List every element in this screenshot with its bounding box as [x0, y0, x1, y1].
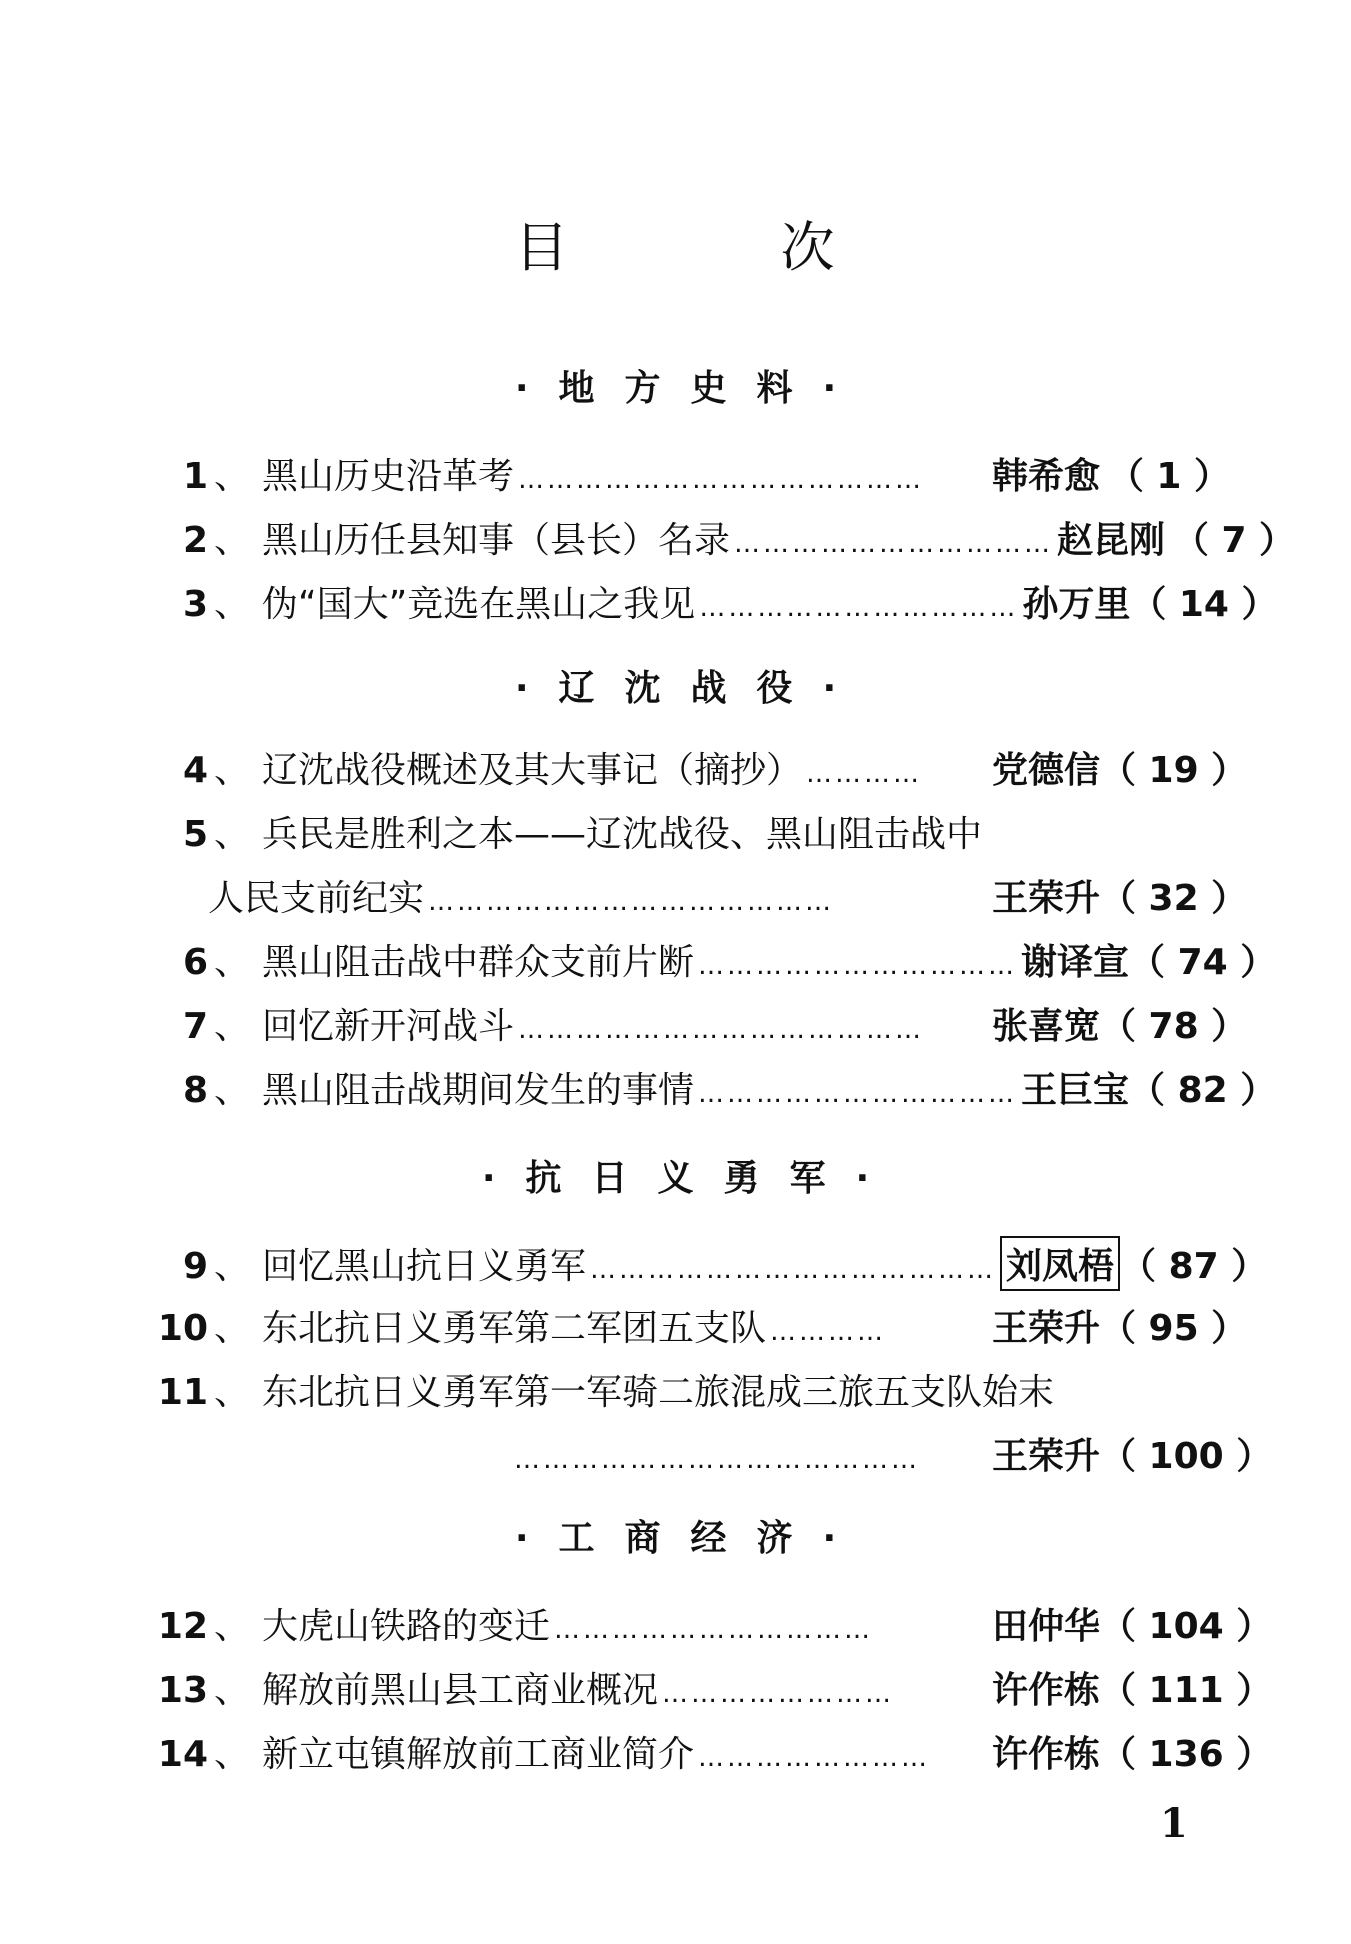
- entry-page: （ 111 ）: [1100, 1670, 1273, 1711]
- entry-page: （ 95 ）: [1100, 1308, 1248, 1349]
- entry-number: 14: [157, 1734, 208, 1775]
- toc-entry-9[interactable]: 9 、 回忆黑山抗日义勇军 …………………………………… 刘凤梧 （ 87 ）: [118, 1236, 1230, 1286]
- leader-dots: ……………………: [662, 1679, 895, 1709]
- toc-entry-12[interactable]: 12 、 大虎山铁路的变迁 …………………………… 田仲华 （ 104 ）: [118, 1598, 1230, 1648]
- entry-page: （ 100 ）: [1100, 1436, 1273, 1477]
- entry-author: 许作栋: [991, 1734, 1100, 1775]
- section-heading-liaoshen-campaign: ·辽沈战役·: [514, 668, 867, 709]
- entry-page: （ 87 ）: [1120, 1246, 1268, 1287]
- leader-dots: ……………………………: [554, 1615, 874, 1645]
- toc-entry-10[interactable]: 10 、 东北抗日义勇军第二军团五支队 ………… 王荣升 （ 95 ）: [118, 1300, 1230, 1350]
- toc-entry-6[interactable]: 6 、 黑山阻击战中群众支前片断 …………………………… 谢译宣 （ 74 ）: [118, 934, 1230, 984]
- entry-number: 13: [157, 1670, 208, 1711]
- page-number: 1: [1160, 1800, 1188, 1847]
- leader-dots: …………: [806, 759, 923, 789]
- toc-entry-5[interactable]: 5 、 兵民是胜利之本——辽沈战役、黑山阻击战中: [118, 806, 1230, 856]
- toc-entry-1[interactable]: 1 、 黑山历史沿革考 …………………………………… 韩希愈 （ 1 ）: [118, 448, 1230, 498]
- entry-author: 党德信: [991, 750, 1100, 791]
- entry-title: 黑山历任县知事（县长）名录: [262, 520, 731, 561]
- entry-number: 7: [182, 1006, 208, 1047]
- entry-page: （ 1 ）: [1107, 456, 1230, 497]
- entry-title-continued: 人民支前纪实: [208, 878, 425, 919]
- entry-number: 5: [182, 814, 208, 855]
- entry-page: （ 136 ）: [1100, 1734, 1273, 1775]
- entry-number: 6: [182, 942, 208, 983]
- entry-page: （ 78 ）: [1100, 1006, 1248, 1047]
- entry-title: 东北抗日义勇军第二军团五支队: [262, 1308, 767, 1349]
- toc-entry-3[interactable]: 3 、 伪“国大”竞选在黑山之我见 …………………………… 孙万里 （ 14 ）: [118, 576, 1230, 626]
- toc-entry-5-continued[interactable]: [208, 870, 1248, 920]
- page-title: [0, 205, 1351, 282]
- section-heading-anti-japanese-volunteers: ·抗日义勇军·: [481, 1158, 900, 1199]
- entry-number: 3: [182, 584, 208, 625]
- entry-author: 赵昆刚: [1057, 520, 1166, 561]
- leader-dots: ……………………………: [699, 593, 1019, 623]
- entry-title: 兵民是胜利之本——辽沈战役、黑山阻击战中: [262, 814, 983, 855]
- entry-number: 11: [157, 1372, 208, 1413]
- entry-author: 王巨宝: [1021, 1070, 1130, 1111]
- entry-number: 4: [182, 750, 208, 791]
- toc-entry-11[interactable]: 11 、 东北抗日义勇军第一军骑二旅混成三旅五支队始末: [118, 1364, 1230, 1414]
- entry-number: 1: [182, 456, 208, 497]
- entry-author: 王荣升: [991, 1436, 1100, 1477]
- entry-page: （ 82 ）: [1129, 1070, 1277, 1111]
- section-heading-local-history: ·地方史料·: [514, 368, 867, 409]
- leader-dots: ……………………………………: [590, 1255, 997, 1285]
- entry-author: 张喜宽: [991, 1006, 1100, 1047]
- entry-author: 王荣升: [991, 878, 1100, 919]
- entry-author: 田仲华: [991, 1606, 1100, 1647]
- entry-title: 回忆新开河战斗: [262, 1006, 515, 1047]
- entry-title: 大虎山铁路的变迁: [262, 1606, 551, 1647]
- entry-number: 9: [182, 1246, 208, 1287]
- entry-number: 2: [182, 520, 208, 561]
- leader-dots: ……………………………: [698, 951, 1018, 981]
- section-heading-industry-commerce: ·工商经济·: [514, 1518, 867, 1559]
- entry-author: 许作栋: [991, 1670, 1100, 1711]
- entry-number: 12: [157, 1606, 208, 1647]
- title-char-1: 目: [514, 216, 571, 279]
- entry-title: 解放前黑山县工商业概况: [262, 1670, 659, 1711]
- toc-entry-2[interactable]: 2 、 黑山历任县知事（县长）名录 …………………………… 赵昆刚 （ 7 ）: [118, 512, 1230, 562]
- toc-entry-4[interactable]: 4 、 辽沈战役概述及其大事记（摘抄） ………… 党德信 （ 19 ）: [118, 742, 1230, 792]
- entry-title: 辽沈战役概述及其大事记（摘抄）: [262, 750, 803, 791]
- entry-page: （ 104 ）: [1100, 1606, 1273, 1647]
- entry-page: （ 14 ）: [1130, 584, 1278, 625]
- leader-dots: ……………………………: [698, 1079, 1018, 1109]
- toc-entry-8[interactable]: 8 、 黑山阻击战期间发生的事情 …………………………… 王巨宝 （ 82 ）: [118, 1062, 1230, 1112]
- title-char-2: 次: [780, 216, 837, 279]
- toc-entry-11-continued[interactable]: [510, 1428, 1273, 1478]
- leader-dots: ……………………………………: [514, 1445, 920, 1475]
- entry-author: 韩希愈: [991, 456, 1100, 497]
- entry-page: （ 7 ）: [1172, 520, 1296, 561]
- leader-dots: ……………………………………: [518, 1015, 925, 1045]
- entry-page: （ 32 ）: [1100, 878, 1248, 919]
- entry-author: 孙万里: [1022, 584, 1131, 625]
- entry-title: 黑山阻击战期间发生的事情: [262, 1070, 695, 1111]
- entry-title: 回忆黑山抗日义勇军: [262, 1246, 587, 1287]
- toc-entry-13[interactable]: 13 、 解放前黑山县工商业概况 …………………… 许作栋 （ 111 ）: [118, 1662, 1230, 1712]
- entry-page: （ 74 ）: [1129, 942, 1277, 983]
- entry-author: 谢译宣: [1021, 942, 1130, 983]
- leader-dots: ……………………………………: [428, 887, 835, 917]
- entry-title: 黑山历史沿革考: [262, 456, 515, 497]
- leader-dots: ……………………………: [734, 529, 1054, 559]
- leader-dots: …………: [770, 1317, 887, 1347]
- leader-dots: ……………………………………: [518, 465, 925, 495]
- entry-title: 东北抗日义勇军第一军骑二旅混成三旅五支队始末: [262, 1372, 1055, 1413]
- toc-entry-7[interactable]: 7 、 回忆新开河战斗 …………………………………… 张喜宽 （ 78 ）: [118, 998, 1230, 1048]
- entry-page: （ 19 ）: [1100, 750, 1248, 791]
- entry-author: 王荣升: [991, 1308, 1100, 1349]
- entry-number: 10: [157, 1308, 208, 1349]
- entry-title: 新立屯镇解放前工商业简介: [262, 1734, 695, 1775]
- entry-number: 8: [182, 1070, 208, 1111]
- entry-title: 伪“国大”竞选在黑山之我见: [262, 584, 696, 625]
- toc-entry-14[interactable]: 14 、 新立屯镇解放前工商业简介 …………………… 许作栋 （ 136 ）: [118, 1726, 1230, 1776]
- leader-dots: ……………………: [698, 1743, 931, 1773]
- entry-title: 黑山阻击战中群众支前片断: [262, 942, 695, 983]
- entry-author-boxed: 刘凤梧: [1000, 1236, 1120, 1291]
